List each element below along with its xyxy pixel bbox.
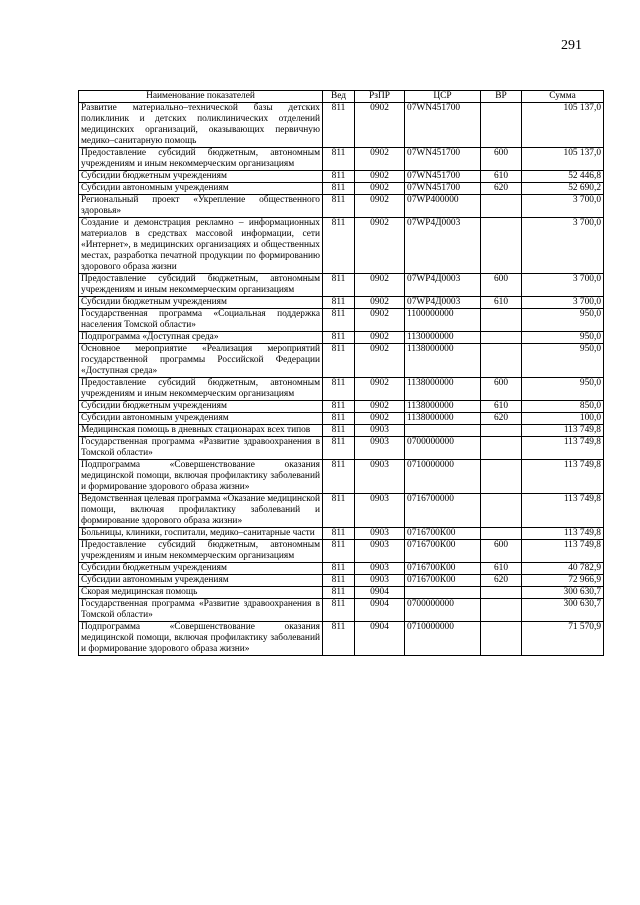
cell-vr xyxy=(481,599,522,622)
cell-name: Предоставление субсидий бюджетным, автономным учреждениям и иным некоммерческим организациям xyxy=(79,148,323,171)
cell-ved: 811 xyxy=(323,183,355,195)
cell-rzpr: 0904 xyxy=(355,599,405,622)
cell-name: Субсидии автономным учреждениям xyxy=(79,183,323,195)
cell-csr: 0710000000 xyxy=(405,622,481,656)
cell-ved: 811 xyxy=(323,622,355,656)
cell-ved: 811 xyxy=(323,274,355,297)
cell-name: Государственная программа «Социальная поддержка населения Томской области» xyxy=(79,309,323,332)
cell-sum: 52 446,8 xyxy=(522,171,604,183)
table-row xyxy=(79,599,604,622)
table-row xyxy=(79,103,604,148)
cell-name: Скорая медицинская помощь xyxy=(79,587,323,599)
table-row xyxy=(79,309,604,332)
cell-ved: 811 xyxy=(323,103,355,148)
cell-sum: 40 782,9 xyxy=(522,563,604,575)
cell-ved: 811 xyxy=(323,425,355,437)
cell-csr: 0710000000 xyxy=(405,460,481,494)
cell-csr: 07WN451700 xyxy=(405,183,481,195)
cell-csr xyxy=(405,587,481,599)
cell-sum: 3 700,0 xyxy=(522,297,604,309)
header-sum: Сумма xyxy=(522,91,604,103)
cell-vr: 610 xyxy=(481,563,522,575)
table-row xyxy=(79,437,604,460)
cell-vr xyxy=(481,218,522,274)
cell-csr: 07WN451700 xyxy=(405,103,481,148)
cell-rzpr: 0902 xyxy=(355,148,405,171)
cell-vr xyxy=(481,309,522,332)
cell-rzpr: 0902 xyxy=(355,274,405,297)
cell-rzpr: 0902 xyxy=(355,297,405,309)
cell-ved: 811 xyxy=(323,344,355,378)
table-row xyxy=(79,344,604,378)
budget-table xyxy=(78,90,604,656)
cell-name: Субсидии бюджетным учреждениям xyxy=(79,563,323,575)
cell-vr: 600 xyxy=(481,274,522,297)
cell-name: Подпрограмма «Совершенствование оказания медицинской помощи, включая профилактику заболеваний и формирование здорового образа жизни» xyxy=(79,622,323,656)
cell-vr xyxy=(481,195,522,218)
cell-vr: 600 xyxy=(481,540,522,563)
cell-name: Подпрограмма «Доступная среда» xyxy=(79,332,323,344)
cell-rzpr: 0903 xyxy=(355,575,405,587)
cell-csr: 0716700К00 xyxy=(405,575,481,587)
cell-csr: 1138000000 xyxy=(405,344,481,378)
table-row xyxy=(79,148,604,171)
header-vr: ВР xyxy=(481,91,522,103)
cell-rzpr: 0904 xyxy=(355,622,405,656)
cell-name: Основное мероприятие «Реализация мероприятий государственной программы Российской Федерации «Доступная среда» xyxy=(79,344,323,378)
cell-csr: 0716700000 xyxy=(405,494,481,528)
cell-ved: 811 xyxy=(323,563,355,575)
cell-sum: 3 700,0 xyxy=(522,218,604,274)
cell-name: Субсидии бюджетным учреждениям xyxy=(79,401,323,413)
cell-sum: 950,0 xyxy=(522,309,604,332)
cell-ved: 811 xyxy=(323,332,355,344)
cell-sum: 113 749,8 xyxy=(522,425,604,437)
cell-sum: 950,0 xyxy=(522,344,604,378)
cell-vr: 610 xyxy=(481,171,522,183)
cell-vr xyxy=(481,332,522,344)
cell-rzpr: 0902 xyxy=(355,413,405,425)
cell-csr: 07WP4Д0003 xyxy=(405,274,481,297)
cell-vr xyxy=(481,587,522,599)
cell-sum: 105 137,0 xyxy=(522,103,604,148)
cell-rzpr: 0902 xyxy=(355,183,405,195)
cell-rzpr: 0902 xyxy=(355,195,405,218)
cell-csr: 1138000000 xyxy=(405,413,481,425)
cell-rzpr: 0903 xyxy=(355,540,405,563)
cell-sum: 71 570,9 xyxy=(522,622,604,656)
cell-rzpr: 0902 xyxy=(355,309,405,332)
cell-name: Развитие материально–технической базы детских поликлиник и детских поликлинических отделений медицинских организаций, оказывающих первичную медико–санитарную помощь xyxy=(79,103,323,148)
cell-sum: 113 749,8 xyxy=(522,494,604,528)
cell-csr: 1130000000 xyxy=(405,332,481,344)
cell-csr: 1138000000 xyxy=(405,378,481,401)
cell-name: Подпрограмма «Совершенствование оказания медицинской помощи, включая профилактику заболеваний и формирование здорового образа жизни» xyxy=(79,460,323,494)
cell-sum: 113 749,8 xyxy=(522,437,604,460)
cell-csr: 07WP4Д0003 xyxy=(405,297,481,309)
table-row xyxy=(79,297,604,309)
cell-sum: 113 749,8 xyxy=(522,528,604,540)
cell-vr xyxy=(481,622,522,656)
cell-csr: 1100000000 xyxy=(405,309,481,332)
cell-ved: 811 xyxy=(323,437,355,460)
cell-name: Государственная программа «Развитие здравоохранения в Томской области» xyxy=(79,437,323,460)
cell-ved: 811 xyxy=(323,297,355,309)
table-row xyxy=(79,494,604,528)
cell-rzpr: 0902 xyxy=(355,401,405,413)
cell-ved: 811 xyxy=(323,540,355,563)
cell-sum: 105 137,0 xyxy=(522,148,604,171)
cell-csr: 0716700К00 xyxy=(405,528,481,540)
table-row xyxy=(79,218,604,274)
cell-ved: 811 xyxy=(323,460,355,494)
cell-csr: 07WP4Д0003 xyxy=(405,218,481,274)
cell-name: Субсидии автономным учреждениям xyxy=(79,575,323,587)
table-body xyxy=(79,103,604,656)
cell-vr: 610 xyxy=(481,401,522,413)
header-rzpr: РзПР xyxy=(355,91,405,103)
cell-name: Ведомственная целевая программа «Оказание медицинской помощи, включая профилактику заболеваний и формирование здорового образа жизни» xyxy=(79,494,323,528)
cell-vr xyxy=(481,494,522,528)
table-row xyxy=(79,622,604,656)
cell-csr xyxy=(405,425,481,437)
cell-rzpr: 0902 xyxy=(355,171,405,183)
header-name: Наименование показателей xyxy=(79,91,323,103)
cell-vr xyxy=(481,460,522,494)
cell-csr: 07WP400000 xyxy=(405,195,481,218)
table-row xyxy=(79,274,604,297)
cell-sum: 3 700,0 xyxy=(522,195,604,218)
cell-ved: 811 xyxy=(323,413,355,425)
cell-ved: 811 xyxy=(323,195,355,218)
page-number: 291 xyxy=(561,38,582,53)
cell-vr: 620 xyxy=(481,183,522,195)
header-csr: ЦСР xyxy=(405,91,481,103)
table-row xyxy=(79,540,604,563)
cell-csr: 0700000000 xyxy=(405,437,481,460)
cell-ved: 811 xyxy=(323,575,355,587)
cell-csr: 0700000000 xyxy=(405,599,481,622)
cell-vr: 620 xyxy=(481,575,522,587)
cell-vr xyxy=(481,437,522,460)
cell-csr: 1138000000 xyxy=(405,401,481,413)
table-row xyxy=(79,378,604,401)
cell-name: Предоставление субсидий бюджетным, автономным учреждениям и иным некоммерческим организациям xyxy=(79,540,323,563)
cell-csr: 07WN451700 xyxy=(405,171,481,183)
cell-sum: 300 630,7 xyxy=(522,587,604,599)
table-row xyxy=(79,460,604,494)
cell-csr: 0716700К00 xyxy=(405,563,481,575)
table-row xyxy=(79,332,604,344)
cell-ved: 811 xyxy=(323,587,355,599)
cell-name: Предоставление субсидий бюджетным, автономным учреждениям и иным некоммерческим организациям xyxy=(79,274,323,297)
cell-ved: 811 xyxy=(323,494,355,528)
cell-sum: 950,0 xyxy=(522,332,604,344)
table-row xyxy=(79,575,604,587)
cell-name: Больницы, клиники, госпитали, медико–санитарные части xyxy=(79,528,323,540)
cell-sum: 113 749,8 xyxy=(522,460,604,494)
cell-rzpr: 0903 xyxy=(355,563,405,575)
cell-ved: 811 xyxy=(323,599,355,622)
table-row xyxy=(79,587,604,599)
cell-vr xyxy=(481,344,522,378)
cell-rzpr: 0903 xyxy=(355,460,405,494)
table-row xyxy=(79,183,604,195)
cell-rzpr: 0904 xyxy=(355,587,405,599)
cell-csr: 07WN451700 xyxy=(405,148,481,171)
cell-rzpr: 0902 xyxy=(355,344,405,378)
table-row xyxy=(79,563,604,575)
table-row xyxy=(79,195,604,218)
table-row xyxy=(79,528,604,540)
cell-name: Субсидии бюджетным учреждениям xyxy=(79,171,323,183)
cell-vr xyxy=(481,425,522,437)
cell-ved: 811 xyxy=(323,148,355,171)
cell-vr: 600 xyxy=(481,148,522,171)
cell-sum: 3 700,0 xyxy=(522,274,604,297)
table-row xyxy=(79,171,604,183)
cell-name: Государственная программа «Развитие здравоохранения в Томской области» xyxy=(79,599,323,622)
cell-vr: 620 xyxy=(481,413,522,425)
cell-rzpr: 0902 xyxy=(355,332,405,344)
cell-name: Региональный проект «Укрепление общественного здоровья» xyxy=(79,195,323,218)
cell-sum: 100,0 xyxy=(522,413,604,425)
cell-ved: 811 xyxy=(323,378,355,401)
cell-sum: 72 966,9 xyxy=(522,575,604,587)
cell-ved: 811 xyxy=(323,309,355,332)
cell-rzpr: 0903 xyxy=(355,425,405,437)
cell-rzpr: 0903 xyxy=(355,528,405,540)
cell-csr: 0716700К00 xyxy=(405,540,481,563)
cell-name: Создание и демонстрация рекламно – информационных материалов в средствах массовой информации, сети «Интернет», в медицинских организациях и общественных местах, разработка печатной продукции по формированию здорового образа жизни xyxy=(79,218,323,274)
cell-sum: 113 749,8 xyxy=(522,540,604,563)
cell-rzpr: 0903 xyxy=(355,494,405,528)
cell-rzpr: 0902 xyxy=(355,378,405,401)
table-row xyxy=(79,413,604,425)
cell-vr xyxy=(481,103,522,148)
cell-ved: 811 xyxy=(323,171,355,183)
cell-sum: 52 690,2 xyxy=(522,183,604,195)
table-row xyxy=(79,425,604,437)
table-row xyxy=(79,401,604,413)
cell-ved: 811 xyxy=(323,401,355,413)
header-ved: Вед xyxy=(323,91,355,103)
cell-vr: 600 xyxy=(481,378,522,401)
cell-name: Субсидии автономным учреждениям xyxy=(79,413,323,425)
cell-rzpr: 0903 xyxy=(355,437,405,460)
cell-sum: 850,0 xyxy=(522,401,604,413)
cell-name: Медицинская помощь в дневных стационарах всех типов xyxy=(79,425,323,437)
cell-sum: 300 630,7 xyxy=(522,599,604,622)
cell-ved: 811 xyxy=(323,528,355,540)
table-header-row xyxy=(79,91,604,103)
cell-ved: 811 xyxy=(323,218,355,274)
cell-vr xyxy=(481,528,522,540)
cell-name: Субсидии бюджетным учреждениям xyxy=(79,297,323,309)
cell-sum: 950,0 xyxy=(522,378,604,401)
cell-rzpr: 0902 xyxy=(355,103,405,148)
cell-rzpr: 0902 xyxy=(355,218,405,274)
cell-name: Предоставление субсидий бюджетным, автономным учреждениям и иным некоммерческим организациям xyxy=(79,378,323,401)
cell-vr: 610 xyxy=(481,297,522,309)
